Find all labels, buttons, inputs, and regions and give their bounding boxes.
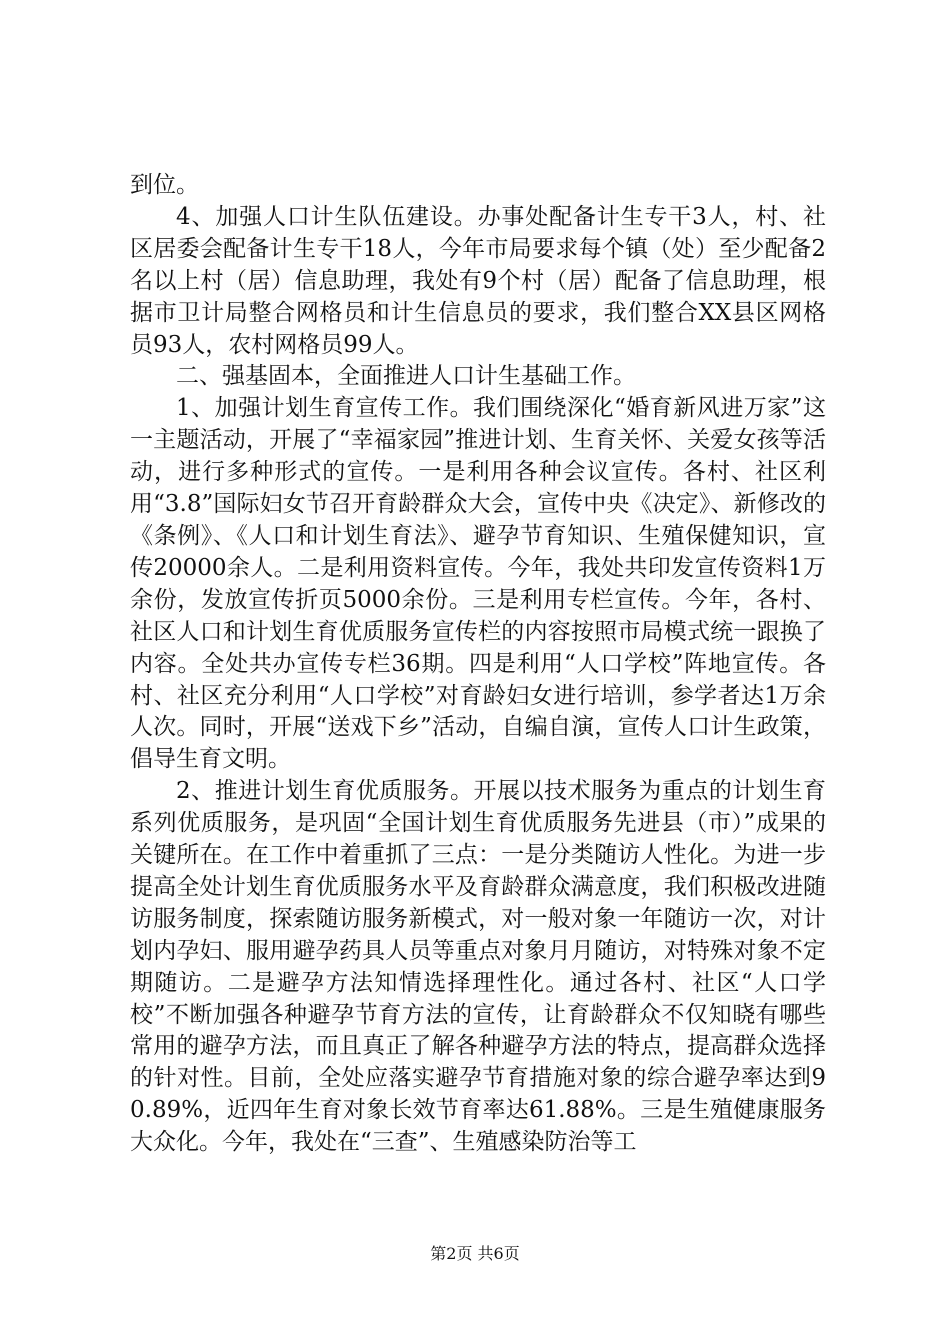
document-body — [130, 170, 826, 1159]
page-footer: 第2页 共6页 — [430, 1244, 520, 1263]
paragraph-staff-building: 4、加强人口计生队伍建设。办事处配备计生专干3人，村、社区居委会配备计生专干18人，今年市局要求每个镇（处）至少配备2名以上村（居）信息助理，我处有9个村（居）配备了信息助理，根据市卫计局整合网格员和计生信息员的要求，我们整合XX县区网格员93人，农村网格员99人。 — [130, 203, 826, 358]
paragraph-continuation: 到位。 — [130, 172, 199, 198]
paragraph-publicity: 1、加强计划生育宣传工作。我们围绕深化“婚育新风进万家”这一主题活动，开展了“幸福家园”推进计划、生育关怀、关爱女孩等活动，进行多种形式的宣传。一是利用各种会议宣传。各村、社区利用“3.8”国际妇女节召开育龄群众大会，宣传中央《决定》、新修改的《条例》、《人口和计划生育法》、避孕节育知识、生殖保健知识，宣传20000余人。二是利用资料宣传。今年，我处共印发宣传资料1万余份，发放宣传折页5000余份。三是利用专栏宣传。今年，各村、社区人口和计划生育优质服务宣传栏的内容按照市局模式统一跟换了内容。全处共办宣传专栏36期。四是利用“人口学校”阵地宣传。各村、社区充分利用“人口学校”对育龄妇女进行培训，参学者达1万余人次。同时，开展“送戏下乡”活动，自编自演，宣传人口计生政策，倡导生育文明。 — [130, 395, 826, 773]
paragraph-quality-service: 2、推进计划生育优质服务。开展以技术服务为重点的计划生育系列优质服务，是巩固“全国计划生育优质服务先进县（市）”成果的关键所在。在工作中着重抓了三点：一是分类随访人性化。为进一步提高全处计划生育优质服务水平及育龄群众满意度，我们积极改进随访服务制度，探索随访服务新模式，对一般对象一年随访一次，对计划内孕妇、服用避孕药具人员等重点对象月月随访，对特殊对象不定期随访。二是避孕方法知情选择理性化。通过各村、社区“人口学校”不断加强各种避孕节育方法的宣传，让育龄群众不仅知晓有哪些常用的避孕方法，而且真正了解各种避孕方法的特点，提高群众选择的针对性。目前，全处应落实避孕节育措施对象的综合避孕率达到90.89%，近四年生育对象长效节育率达61.88%。三是生殖健康服务大众化。今年，我处在“三查”、生殖感染防治等工 — [130, 778, 826, 1156]
section-heading: 二、强基固本，全面推进人口计生基础工作。 — [176, 363, 636, 390]
